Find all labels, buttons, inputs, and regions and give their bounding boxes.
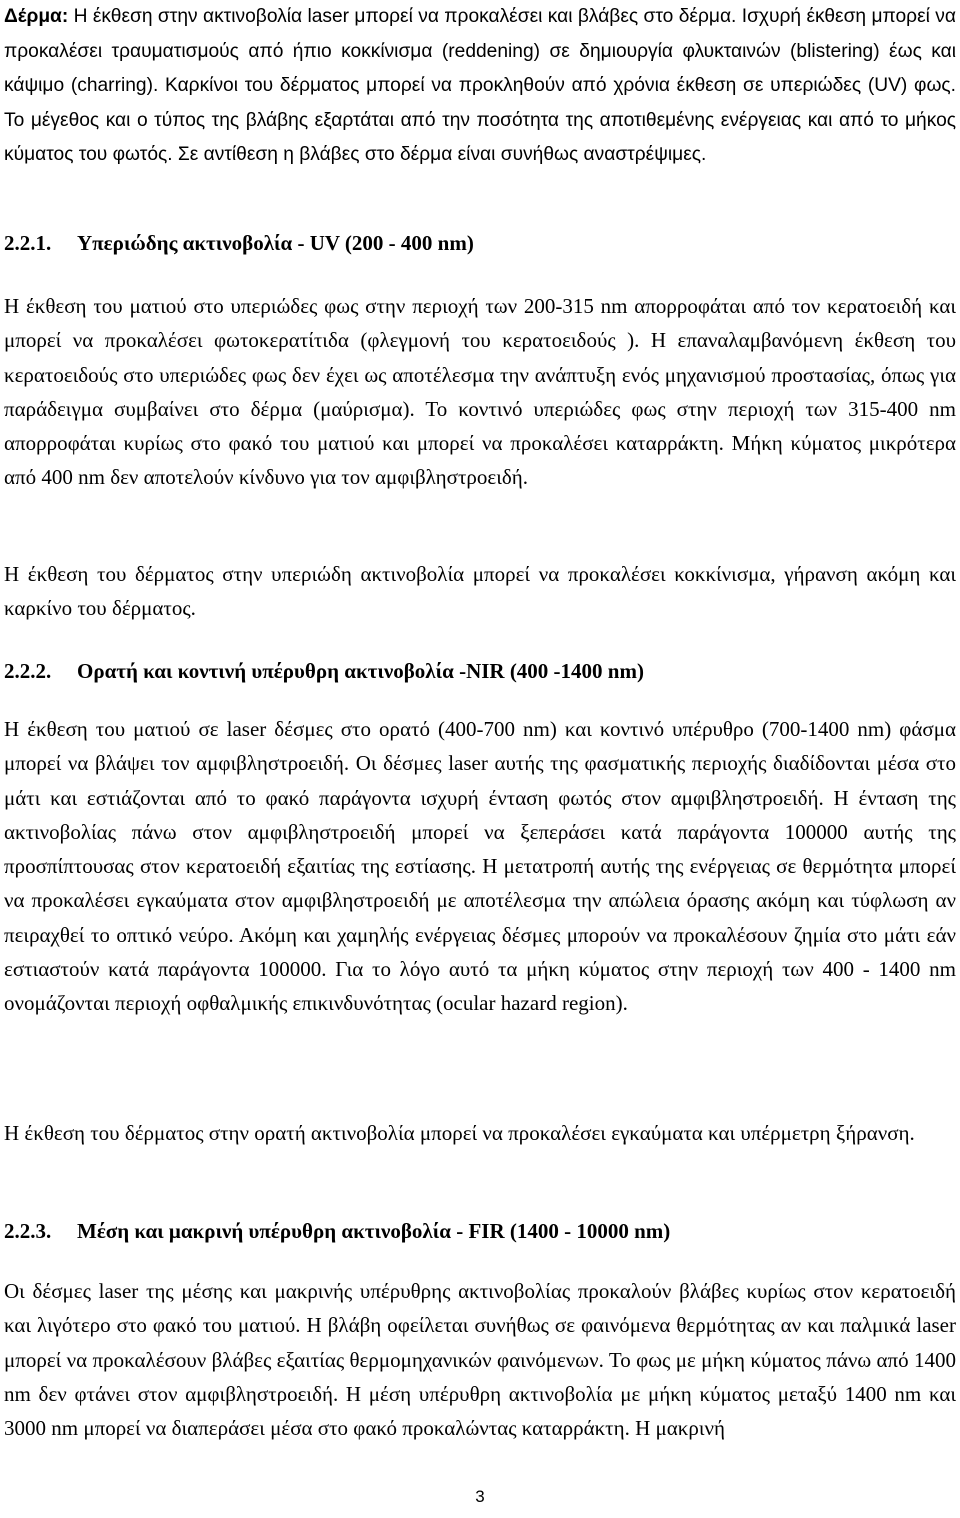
section-uv-heading [4, 226, 956, 260]
skin-text: Η έκθεση στην ακτινοβολία laser μπορεί να προκαλέσει και βλάβες στο δέρμα. Ισχυρή έκθεση μπορεί να προκαλέσει τραυματισμούς από ήπιο κοκκίνισμα (reddening) σε δημιουργία φλυκταινών (blistering) έως και κάψιμο (charring). Καρκίνοι του δέρματος μπορεί να προκληθούν από χρόνια έκθεση σε υπεριώδες (UV) φως. Το μέγεθος και ο τύπος της βλάβης εξαρτάται από την ποσότητα της αποτιθεμένης ενέργειας και από το μήκος κύματος του φωτός. Σε αντίθεση η βλάβες στο δέρμα είναι συνήθως αναστρέψιμες. [4, 6, 956, 165]
skin-label: Δέρμα: [4, 6, 69, 27]
section-number: 2.2.2. [4, 659, 52, 683]
paragraph-text: Η έκθεση του δέρματος στην υπεριώδη ακτινοβολία μπορεί να προκαλέσει κοκκίνισμα, γήρανση ακόμη και καρκίνο του δέρματος. [4, 562, 956, 621]
section-title: Μέση και μακρινή υπέρυθρη ακτινοβολία - FIR (1400 - 10000 nm) [77, 1219, 671, 1243]
paragraph-text: Η έκθεση του ματιού σε laser δέσμες στο ορατό (400-700 nm) και κοντινό υπέρυθρο (700-1400 nm) φάσμα μπορεί να βλάψει τον αμφιβληστροειδή. Οι δέσμες laser αυτής της φασματικής περιοχής διαδίδονται μέσα στο μάτι και εστιάζονται από το φακό παράγοντα ισχυρή ένταση φωτός στον αμφιβληστροειδή. Η ένταση της ακτινοβολίας πάνω στον αμφιβληστροειδή μπορεί να ξεπεράσει κατά παράγοντα 100000 αυτής της προσπίπτουσας στον κερατοειδή εξαιτίας της εστίασης. Η μετατροπή αυτής της ενέργειας σε θερμότητα μπορεί να προκαλέσει εγκαύματα στον αμφιβληστροειδή με αποτέλεσμα την απώλεια όρασης ακόμη και τύφλωση αν πειραχθεί το οπτικό νεύρο. Ακόμη και χαμηλής ενέργειας δέσμες μπορούν να προκαλέσουν ζημία στο μάτι εάν εστιαστούν κατά παράγοντα 100000. Για το λόγο αυτό τα μήκη κύματος στην περιοχή των 400 - 1400 nm ονομάζονται περιοχή οφθαλμικής επικινδυνότητας (ocular hazard region). [4, 717, 956, 1016]
nir-paragraph-skin [4, 1116, 956, 1150]
section-title: Υπεριώδης ακτινοβολία - UV (200 - 400 nm) [77, 231, 474, 255]
uv-paragraph-eye [4, 289, 956, 495]
section-fir-heading [4, 1214, 956, 1248]
uv-paragraph-skin [4, 557, 956, 626]
section-title: Ορατή και κοντινή υπέρυθρη ακτινοβολία -NIR (400 -1400 nm) [77, 659, 644, 683]
page-number: 3 [475, 1487, 485, 1506]
section-nir-heading [4, 654, 956, 688]
paragraph-text: Η έκθεση του ματιού στο υπεριώδες φως στην περιοχή των 200-315 nm απορροφάται από τον κερατοειδή και μπορεί να προκαλέσει φωτοκερατίτιδα (φλεγμονή του κερατοειδούς ). Η επαναλαμβανόμενη έκθεση του κερατοειδούς στο υπεριώδες φως δεν έχει ως αποτέλεσμα την ανάπτυξη ενός μηχανισμού προστασίας, όπως για παράδειγμα συμβαίνει στο δέρμα (μαύρισμα). Το κοντινό υπεριώδες φως στην περιοχή των 315-400 nm απορροφάται κυρίως στο φακό του ματιού και μπορεί να προκαλέσει καταρράκτη. Μήκη κύματος μικρότερα από 400 nm δεν αποτελούν κίνδυνο για τον αμφιβληστροειδή. [4, 294, 956, 490]
section-number: 2.2.3. [4, 1219, 52, 1243]
section-number: 2.2.1. [4, 231, 52, 255]
skin-paragraph [4, 0, 956, 173]
nir-paragraph-eye [4, 712, 956, 1021]
paragraph-text: Η έκθεση του δέρματος στην ορατή ακτινοβολία μπορεί να προκαλέσει εγκαύματα και υπέρμετρη ξήρανση. [4, 1121, 915, 1145]
paragraph-text: Οι δέσμες laser της μέσης και μακρινής υπέρυθρης ακτινοβολίας προκαλούν βλάβες κυρίως στον κερατοειδή και λιγότερο στο φακό του ματιού. Η βλάβη οφείλεται συνήθως σε φαινόμενα θερμότητας αν και παλμικά laser μπορεί να προκαλέσουν βλάβες εξαιτίας θερμομηχανικών φαινόμενων. Το φως με μήκη κύματος πάνω από 1400 nm δεν φτάνει στον αμφιβληστροειδή. Η μέση υπέρυθρη ακτινοβολία με μήκη κύματος μεταξύ 1400 nm και 3000 nm μπορεί να διαπεράσει μέσα στο φακό προκαλώντας καταρράκτη. Η μακρινή [4, 1279, 956, 1441]
fir-paragraph [4, 1274, 956, 1445]
